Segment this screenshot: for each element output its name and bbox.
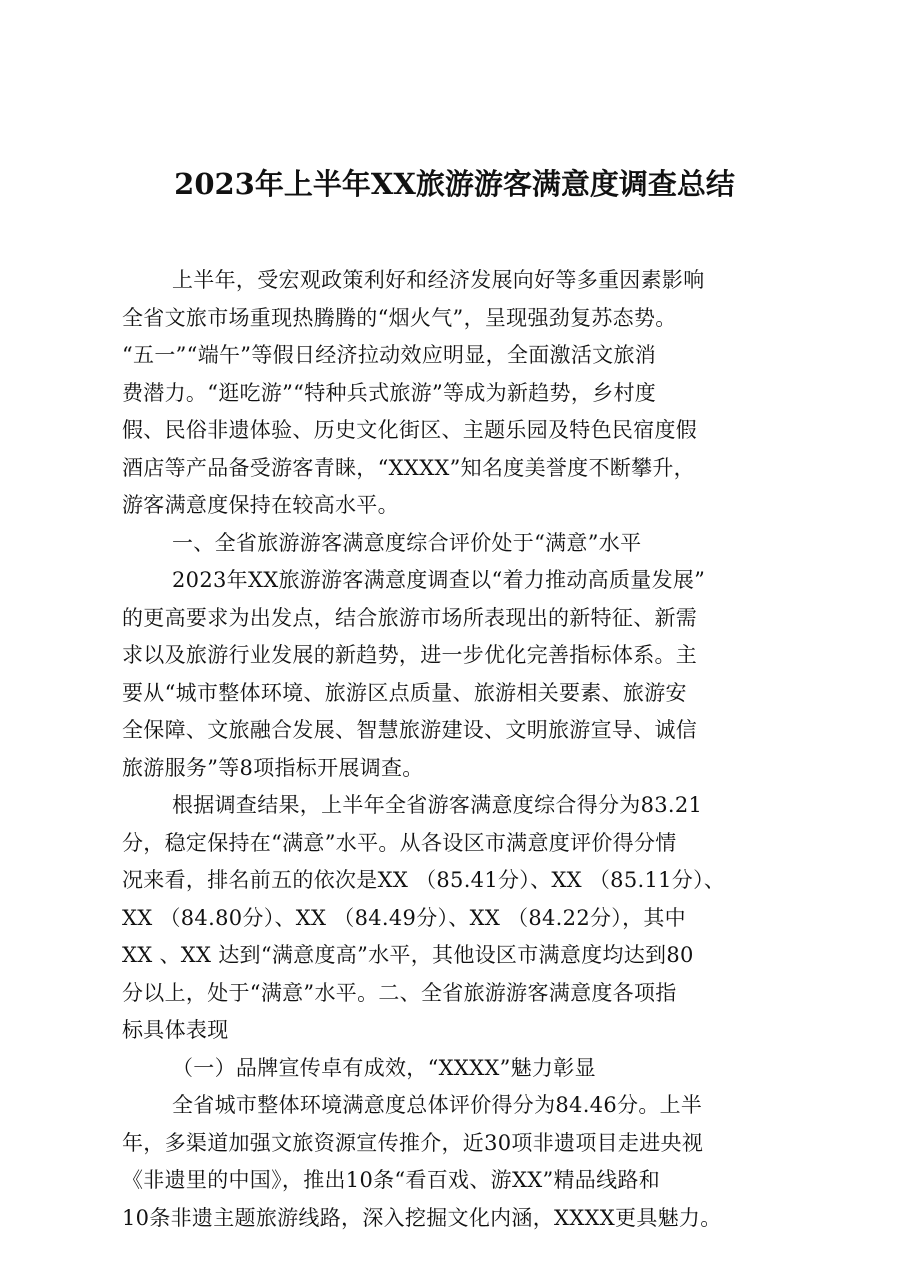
text-line: 假、民俗非遗体验、历史文化街区、主题乐园及特色民宿度假	[122, 418, 698, 442]
text-line: 酒店等产品备受游客青睐，“XXXX”知名度美誉度不断攀升，	[122, 455, 695, 480]
text-line: 一、全省旅游游客满意度综合评价处于“满意”水平	[172, 530, 642, 555]
text-line: 2023年XX旅游游客满意度调查以“着力推动高质量发展”	[172, 568, 706, 592]
document-body	[122, 262, 802, 1237]
text-line: 标具体表现	[122, 1018, 229, 1042]
text-line: 全省文旅市场重现热腾腾的“烟火气”，呈现强劲复苏态势。	[122, 305, 677, 330]
text-line: 10条非遗主题旅游线路，深入挖掘文化内涵，XXXX更具魅力。	[122, 1205, 722, 1230]
text-line: （一）品牌宣传卓有成效，“XXXX”魅力彰显	[172, 1055, 596, 1080]
text-line: 分，稳定保持在“满意”水平。从各设区市满意度评价得分情	[122, 830, 677, 855]
text-line: 旅游服务”等8项指标开展调查。	[122, 755, 424, 780]
text-line: XX 、XX 达到“满意度高”水平，其他设区市满意度均达到80	[122, 943, 694, 967]
text-line: 上半年，受宏观政策利好和经济发展向好等多重因素影响	[172, 268, 705, 292]
text-line: 全省城市整体环境满意度总体评价得分为84.46分。上半	[172, 1093, 703, 1117]
text-line: 求以及旅游行业发展的新趋势，进一步优化完善指标体系。主	[122, 643, 698, 667]
text-line: 年，多渠道加强文旅资源宣传推介，近30项非遗项目走进央视	[122, 1130, 704, 1155]
text-line: “五一”“端午”等假日经济拉动效应明显，全面激活文旅消	[122, 343, 657, 367]
text-line: 游客满意度保持在较高水平。	[122, 493, 399, 517]
text-line: 费潜力。“逛吃游”“特种兵式旅游”等成为新趋势，乡村度	[122, 380, 657, 405]
text-line: 的更高要求为出发点，结合旅游市场所表现出的新特征、新需	[122, 605, 698, 630]
text-line: 况来看，排名前五的依次是XX （85.41分）、XX （85.11分）、	[122, 868, 726, 892]
text-line: 分以上，处于“满意”水平。二、全省旅游游客满意度各项指	[122, 980, 677, 1005]
text-line: 根据调查结果，上半年全省游客满意度综合得分为83.21	[172, 793, 703, 817]
text-line: XX （84.80分）、XX （84.49分）、XX （84.22分），其中	[122, 905, 686, 930]
document-title: 2023年上半年XX旅游游客满意度调查总结	[174, 167, 735, 201]
text-line: 要从“城市整体环境、旅游区点质量、旅游相关要素、旅游安	[122, 680, 687, 705]
text-line: 全保障、文旅融合发展、智慧旅游建设、文明旅游宣导、诚信	[122, 718, 698, 742]
text-line: 《非遗里的中国》，推出10条“看百戏、游XX”精品线路和	[122, 1168, 660, 1192]
